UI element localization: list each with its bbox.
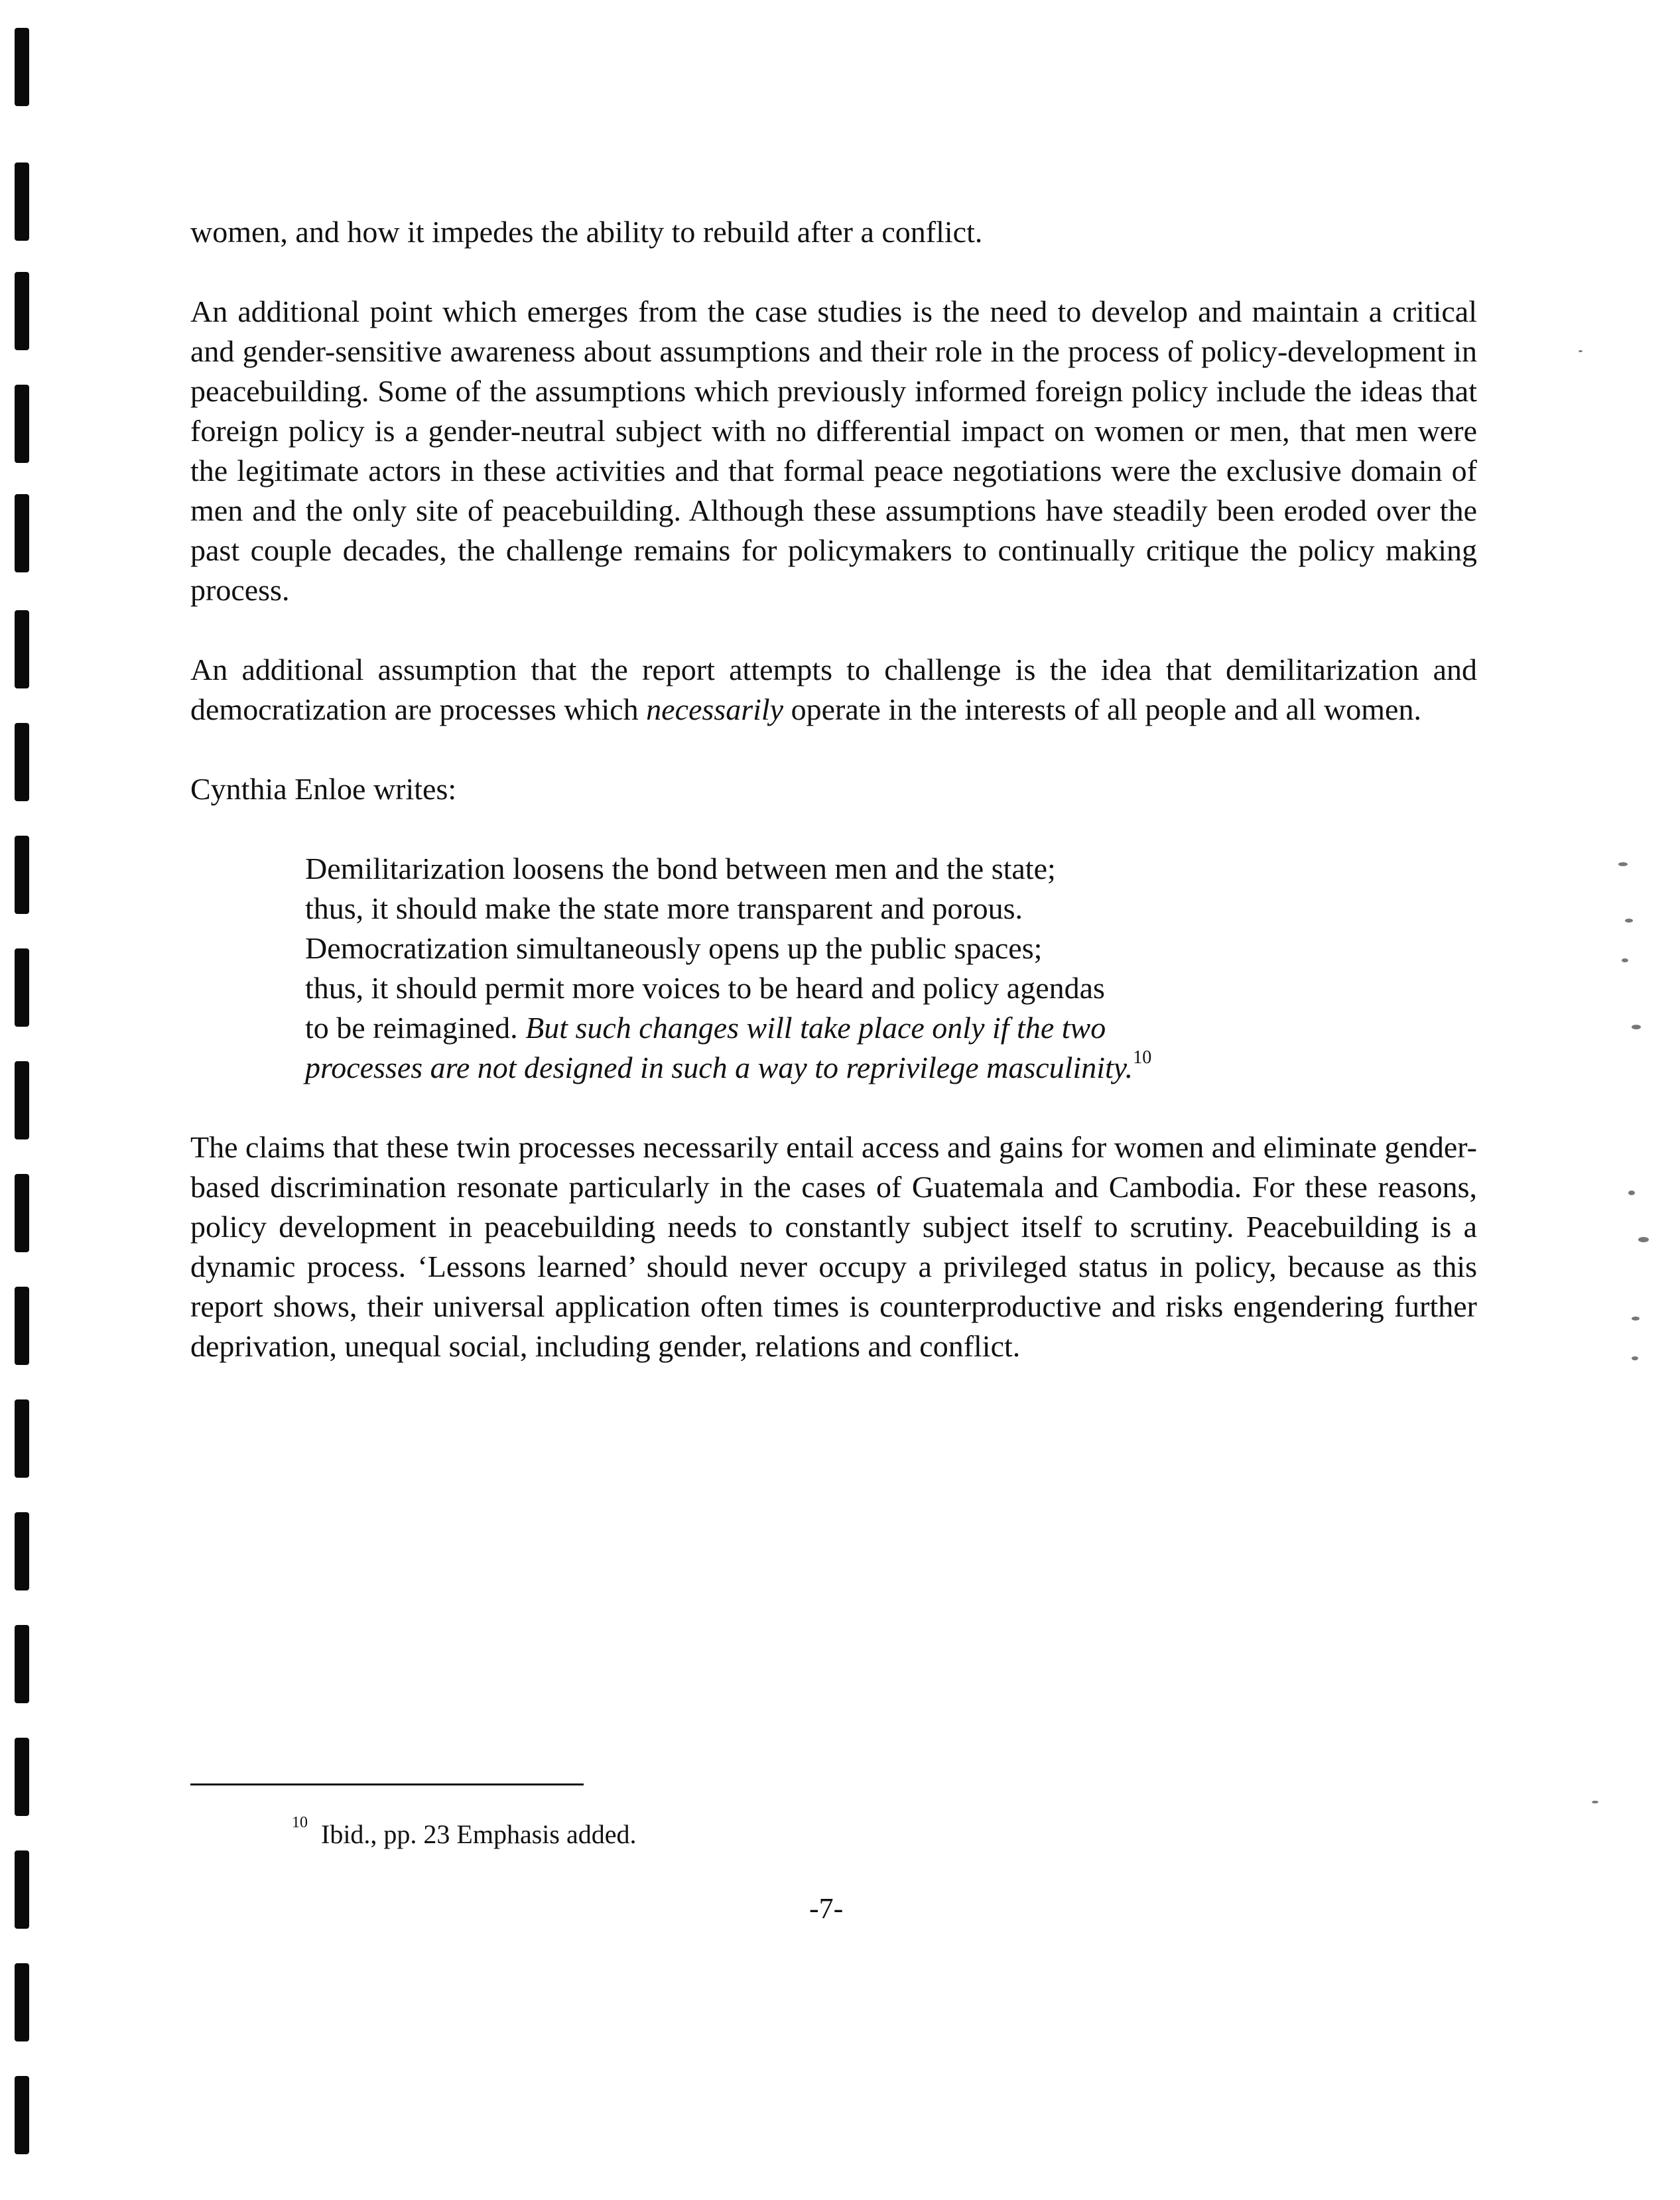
- quote-line: thus, it should permit more voices to be heard and policy agendas: [305, 971, 1105, 1005]
- quote-intro: Cynthia Enloe writes:: [190, 772, 457, 806]
- paragraph-assumptions: An additional point which emerges from the case studies is the need to develop and maintain a critical and gender-sensitive awareness about assumptions and their role in the process of policy-development in peacebuilding. Some of the assumptions which previously informed foreign policy include the ideas that foreign policy is a gender-neutral subject with no differential impact on women or men, that men were the legitimate actors in these activities and that formal peace negotiations were the exclusive domain of men and the only site of peacebuilding. Although these assumptions have steadily been eroded over the past couple decades, the challenge remains for policymakers to continually critique the policy making process.: [190, 294, 1477, 607]
- binding-hole: [15, 1625, 29, 1703]
- scan-speck: [1618, 862, 1628, 866]
- body-text: [190, 212, 1477, 1406]
- binding-hole: [15, 494, 29, 572]
- quote-emphasis: But such changes will take place only if the two: [525, 1011, 1106, 1045]
- paragraph-demilitarization: [190, 650, 1477, 730]
- quote-line: [305, 1048, 1477, 1088]
- binding-hole: [15, 1850, 29, 1929]
- binding-hole: [15, 948, 29, 1027]
- binding-hole: [15, 1174, 29, 1252]
- footnote-divider: [190, 1783, 584, 1785]
- footnote: [292, 1813, 637, 1851]
- quote-line: thus, it should make the state more transparent and porous.: [305, 891, 1023, 925]
- block-quote: [190, 849, 1477, 1088]
- scan-speck: [1638, 1237, 1649, 1242]
- paragraph-text: operate in the interests of all people and all women.: [783, 692, 1421, 726]
- binding-hole: [15, 1287, 29, 1365]
- scan-speck: [1628, 1191, 1635, 1195]
- quote-emphasis: processes are not designed in such a way to reprivilege masculinity.: [305, 1051, 1133, 1084]
- scan-speck: [1622, 958, 1628, 962]
- scan-speck: [1632, 1317, 1640, 1321]
- scan-speck: [1592, 1801, 1598, 1803]
- binding-hole: [15, 1399, 29, 1478]
- quote-line: Demilitarization loosens the bond between men and the state;: [305, 852, 1056, 885]
- binding-hole: [15, 162, 29, 241]
- quote-line: Democratization simultaneously opens up the public spaces;: [305, 931, 1043, 965]
- page-number: -7-: [809, 1892, 844, 1925]
- binding-strip: [15, 0, 41, 2200]
- scan-speck: [1579, 350, 1583, 352]
- scan-speck: [1632, 1025, 1641, 1029]
- binding-hole: [15, 28, 29, 106]
- binding-hole: [15, 1963, 29, 2041]
- binding-hole: [15, 1061, 29, 1139]
- binding-hole: [15, 723, 29, 801]
- emphasis-text: necessarily: [646, 692, 784, 726]
- binding-hole: [15, 2076, 29, 2154]
- quote-text: to be reimagined.: [305, 1011, 526, 1045]
- footnote-text: Ibid., pp. 23 Emphasis added.: [321, 1819, 637, 1849]
- scan-speck: [1625, 919, 1633, 923]
- paragraph-conclusion: The claims that these twin processes necessarily entail access and gains for women and eliminate gender-based discrimination resonate particularly in the cases of Guatemala and Cambodia. For these reasons, policy development in peacebuilding needs to constantly subject itself to scrutiny. Peacebuilding is a dynamic process. ‘Lessons learned’ should never occupy a privileged status in policy, because as this report shows, their universal application often times is counterproductive and risks engendering further deprivation, unequal social, including gender, relations and conflict.: [190, 1130, 1477, 1363]
- paragraph-text: An additional assumption that the report attempts to challenge is the idea that demilitarization and democratization are processes which: [190, 653, 1477, 726]
- paragraph-continuation: women, and how it impedes the ability to rebuild after a conflict.: [190, 215, 983, 249]
- quote-line: [305, 1008, 1477, 1048]
- footnote-reference: 10: [1133, 1047, 1152, 1068]
- binding-hole: [15, 1512, 29, 1590]
- footnote-marker: 10: [292, 1813, 308, 1831]
- scan-speck: [1632, 1356, 1638, 1360]
- binding-hole: [15, 272, 29, 350]
- binding-hole: [15, 385, 29, 463]
- binding-hole: [15, 610, 29, 688]
- binding-hole: [15, 1738, 29, 1816]
- binding-hole: [15, 836, 29, 914]
